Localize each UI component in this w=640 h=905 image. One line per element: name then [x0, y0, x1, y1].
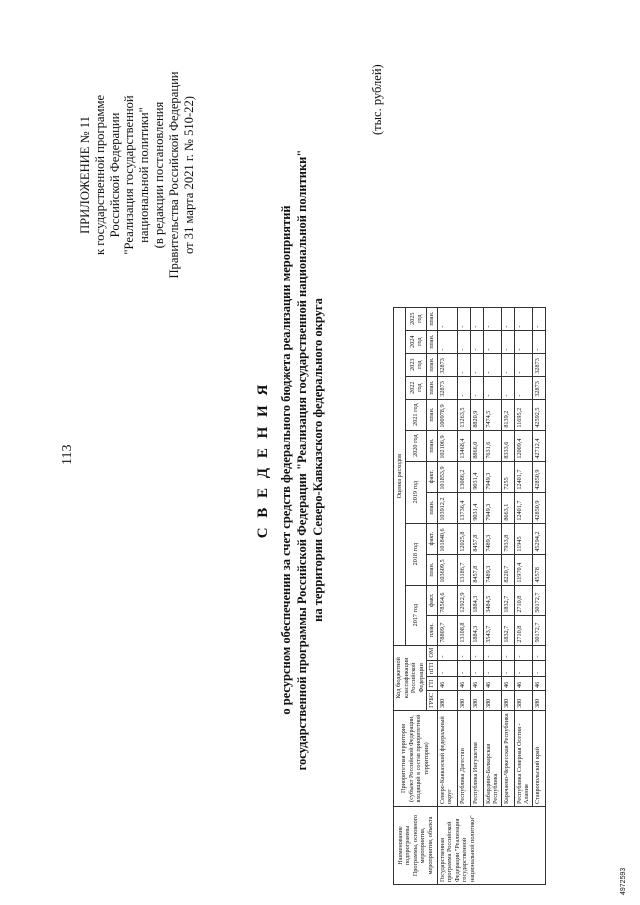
territory-cell: Северо-Кавказский федеральный округ [437, 711, 457, 807]
value-cell: 100978,9 [437, 399, 457, 430]
header-year: 2025 год [406, 307, 427, 330]
value-cell: 8820,9 [470, 399, 483, 430]
appendix-header [78, 10, 196, 340]
value-cell: 103912,2 [437, 492, 457, 523]
kbk-gp-cell: 46 [501, 677, 514, 691]
header-territory: Приоритетная территория (субъект Российской Федерации, входящий в состав приоритетной территории) [394, 711, 438, 807]
header-plan: план. [427, 615, 438, 645]
value-cell: - [457, 307, 470, 330]
value-cell: - [514, 307, 532, 330]
value-cell: 101853,9 [437, 461, 457, 492]
value-cell: 2710,8 [514, 615, 532, 645]
value-cell: 13086,2 [457, 461, 470, 492]
kbk-om-cell: - [501, 645, 514, 660]
value-cell: - [501, 376, 514, 399]
kbk-gp-cell: 46 [457, 677, 470, 691]
header-fact: факт. [427, 523, 438, 554]
value-cell: 11970,4 [514, 554, 532, 585]
title-main: С В Е Д Е Н И Я [255, 381, 271, 539]
header-year: 2018 год [406, 523, 427, 585]
kbk-grbs-cell: 380 [457, 691, 470, 711]
value-cell: 7489,3 [483, 554, 501, 585]
kbk-grbs-cell: 380 [437, 691, 457, 711]
kbk-gp-cell: 46 [483, 677, 501, 691]
value-cell: - [483, 353, 501, 376]
header-plan: план. [427, 492, 438, 523]
value-cell: 1884,3 [470, 585, 483, 615]
value-cell: - [470, 353, 483, 376]
kbk-gp-cell: 46 [532, 677, 545, 691]
header-year: 2022 год [406, 376, 427, 399]
kbk-grbs-cell: 380 [470, 691, 483, 711]
kbk-pgp-cell: - [501, 660, 514, 676]
title-line: государственной программы Российской Федерации "Реализация государственной национальной политики" [295, 149, 309, 771]
header-year: 2020 год [406, 430, 427, 461]
territory-cell: Ставропольский край [532, 711, 545, 807]
header-fact: факт. [427, 461, 438, 492]
table-row [501, 307, 514, 884]
value-cell: 45578 [532, 554, 545, 585]
value-cell: - [457, 376, 470, 399]
value-cell: 7474,5 [483, 399, 501, 430]
value-cell: 8866,0 [470, 430, 483, 461]
value-cell: 9031,4 [470, 492, 483, 523]
kbk-pgp-cell: - [532, 660, 545, 676]
kbk-grbs-cell: 380 [532, 691, 545, 711]
header-kbk-pgp: пГП [427, 660, 438, 676]
value-cell: - [501, 330, 514, 353]
value-cell: 101840,6 [437, 523, 457, 554]
value-cell: 7933,8 [501, 523, 514, 554]
territory-cell: Республика Северная Осетия - Алания [514, 711, 532, 807]
value-cell: 12401,7 [514, 492, 532, 523]
value-cell: 32873 [437, 353, 457, 376]
appendix-line: (в редакции постановления [151, 101, 166, 249]
value-cell: 42592,5 [532, 399, 545, 430]
value-cell: 50172,7 [532, 615, 545, 645]
table-row [532, 307, 545, 884]
value-cell: 13736,4 [457, 492, 470, 523]
header-plan: план. [427, 399, 438, 430]
kbk-gp-cell: 46 [437, 677, 457, 691]
value-cell: 13263,5 [457, 399, 470, 430]
value-cell: 42850,9 [532, 461, 545, 492]
table-row [483, 307, 501, 884]
header-year: 2021 год [406, 399, 427, 430]
kbk-pgp-cell: - [514, 660, 532, 676]
value-cell: 1884,3 [470, 615, 483, 645]
appendix-line: от 31 марта 2021 г. № 510-22) [181, 96, 196, 254]
value-cell: 8220,7 [501, 554, 514, 585]
value-cell: 45294,2 [532, 523, 545, 554]
value-cell: 32873 [437, 376, 457, 399]
value-cell: 11945 [514, 523, 532, 554]
kbk-om-cell: - [470, 645, 483, 660]
value-cell: 8139,2 [501, 399, 514, 430]
value-cell: 8663,1 [501, 492, 514, 523]
units-label: (тыс. рублей) [370, 64, 384, 135]
value-cell: 102106,9 [437, 430, 457, 461]
appendix-line: национальной политики" [137, 107, 152, 243]
value-cell: - [501, 353, 514, 376]
value-cell: 12401,7 [514, 461, 532, 492]
appendix-line: "Реализация государственной [122, 95, 137, 255]
appendix-line: Правительства Российской Федерации [166, 71, 181, 279]
header-plan: план. [427, 353, 438, 376]
value-cell: - [483, 307, 501, 330]
appendix-line: к государственной программе [92, 94, 107, 256]
value-cell: 12025,8 [457, 523, 470, 554]
value-cell: 8333,6 [501, 430, 514, 461]
value-cell: 103609,5 [437, 554, 457, 585]
value-cell: 8457,8 [470, 523, 483, 554]
document-code: 4972593 [620, 867, 627, 895]
territory-cell: Кабардино-Балкарская Республика [483, 711, 501, 807]
territory-cell: Республика Дагестан [457, 711, 470, 807]
table-row [437, 307, 457, 884]
kbk-pgp-cell: - [437, 660, 457, 676]
kbk-om-cell: - [437, 645, 457, 660]
value-cell: 42850,9 [532, 492, 545, 523]
value-cell: 78809,7 [437, 615, 457, 645]
value-cell: 7489,3 [483, 523, 501, 554]
header-plan: план. [427, 554, 438, 585]
value-cell: 7255 [501, 461, 514, 492]
value-cell: 78564,6 [437, 585, 457, 615]
value-cell: - [514, 353, 532, 376]
value-cell: 9031,4 [470, 461, 483, 492]
value-cell: 11695,2 [514, 399, 532, 430]
territory-cell: Республика Ингушетия [470, 711, 483, 807]
table-row [457, 307, 470, 884]
value-cell: - [532, 307, 545, 330]
value-cell: 3484,5 [483, 585, 501, 615]
header-kbk-om: ОМ [427, 645, 438, 660]
value-cell: - [501, 307, 514, 330]
value-cell: 32873 [532, 353, 545, 376]
kbk-om-cell: - [457, 645, 470, 660]
value-cell: - [457, 353, 470, 376]
kbk-grbs-cell: 380 [514, 691, 532, 711]
value-cell: - [483, 376, 501, 399]
value-cell: - [514, 330, 532, 353]
kbk-grbs-cell: 380 [501, 691, 514, 711]
header-plan: план. [427, 330, 438, 353]
header-plan: план. [427, 307, 438, 330]
value-cell: 13186,7 [457, 554, 470, 585]
table-row [514, 307, 532, 884]
appendix-line: Российской Федерации [107, 112, 122, 238]
header-kbk: Код бюджетной классификации Российской Федерации [394, 645, 427, 710]
header-kbk-grbs: ГРБС [427, 691, 438, 711]
table-row [470, 307, 483, 884]
value-cell: 7949,3 [483, 492, 501, 523]
header-year: 2019 год [406, 461, 427, 523]
title-line: на территории Северо-Кавказского федерального округа [311, 298, 325, 622]
kbk-om-cell: - [532, 645, 545, 660]
title-line: о ресурсном обеспечении за счет средств федерального бюджета реализации мероприятий [279, 205, 293, 715]
header-estimate: Оценка расходов [394, 307, 406, 645]
value-cell: 50172,7 [532, 585, 545, 615]
value-cell: 8457,8 [470, 554, 483, 585]
header-kbk-gp: ГП [427, 677, 438, 691]
kbk-pgp-cell: - [457, 660, 470, 676]
kbk-gp-cell: 46 [514, 677, 532, 691]
value-cell: 2710,8 [514, 585, 532, 615]
kbk-pgp-cell: - [470, 660, 483, 676]
value-cell: 32873 [532, 376, 545, 399]
header-name: Наименование подпрограммы Программы, основного мероприятия, мероприятия, объекта [394, 807, 438, 885]
value-cell: 12009,4 [514, 430, 532, 461]
value-cell: 3543,7 [483, 615, 501, 645]
value-cell: - [483, 330, 501, 353]
budget-table [393, 307, 546, 885]
value-cell: - [470, 307, 483, 330]
kbk-grbs-cell: 380 [483, 691, 501, 711]
page-number: 113 [60, 444, 75, 465]
value-cell: - [470, 330, 483, 353]
value-cell: - [437, 307, 457, 330]
value-cell: 7949,3 [483, 461, 501, 492]
header-year: 2023 год [406, 353, 427, 376]
value-cell: - [514, 376, 532, 399]
kbk-om-cell: - [514, 645, 532, 660]
document-title [255, 75, 326, 845]
value-cell: - [470, 376, 483, 399]
value-cell: 42712,4 [532, 430, 545, 461]
header-plan: план. [427, 430, 438, 461]
value-cell: 1832,7 [501, 585, 514, 615]
value-cell: 7631,6 [483, 430, 501, 461]
value-cell: - [532, 330, 545, 353]
kbk-pgp-cell: - [483, 660, 501, 676]
value-cell: - [457, 330, 470, 353]
header-year: 2024 год [406, 330, 427, 353]
value-cell: - [437, 330, 457, 353]
kbk-gp-cell: 46 [470, 677, 483, 691]
program-name-cell: Государственная программа Российской Федерации "Реализация государственной национальной политики" [437, 807, 545, 885]
header-plan: план. [427, 376, 438, 399]
appendix-line: ПРИЛОЖЕНИЕ № 11 [78, 116, 92, 234]
territory-cell: Карачаево-Черкесская Республика [501, 711, 514, 807]
kbk-om-cell: - [483, 645, 501, 660]
value-cell: 13108,8 [457, 615, 470, 645]
header-year: 2017 год [406, 585, 427, 645]
value-cell: 13468,4 [457, 430, 470, 461]
header-fact: факт. [427, 585, 438, 615]
value-cell: 1832,7 [501, 615, 514, 645]
value-cell: 12922,9 [457, 585, 470, 615]
